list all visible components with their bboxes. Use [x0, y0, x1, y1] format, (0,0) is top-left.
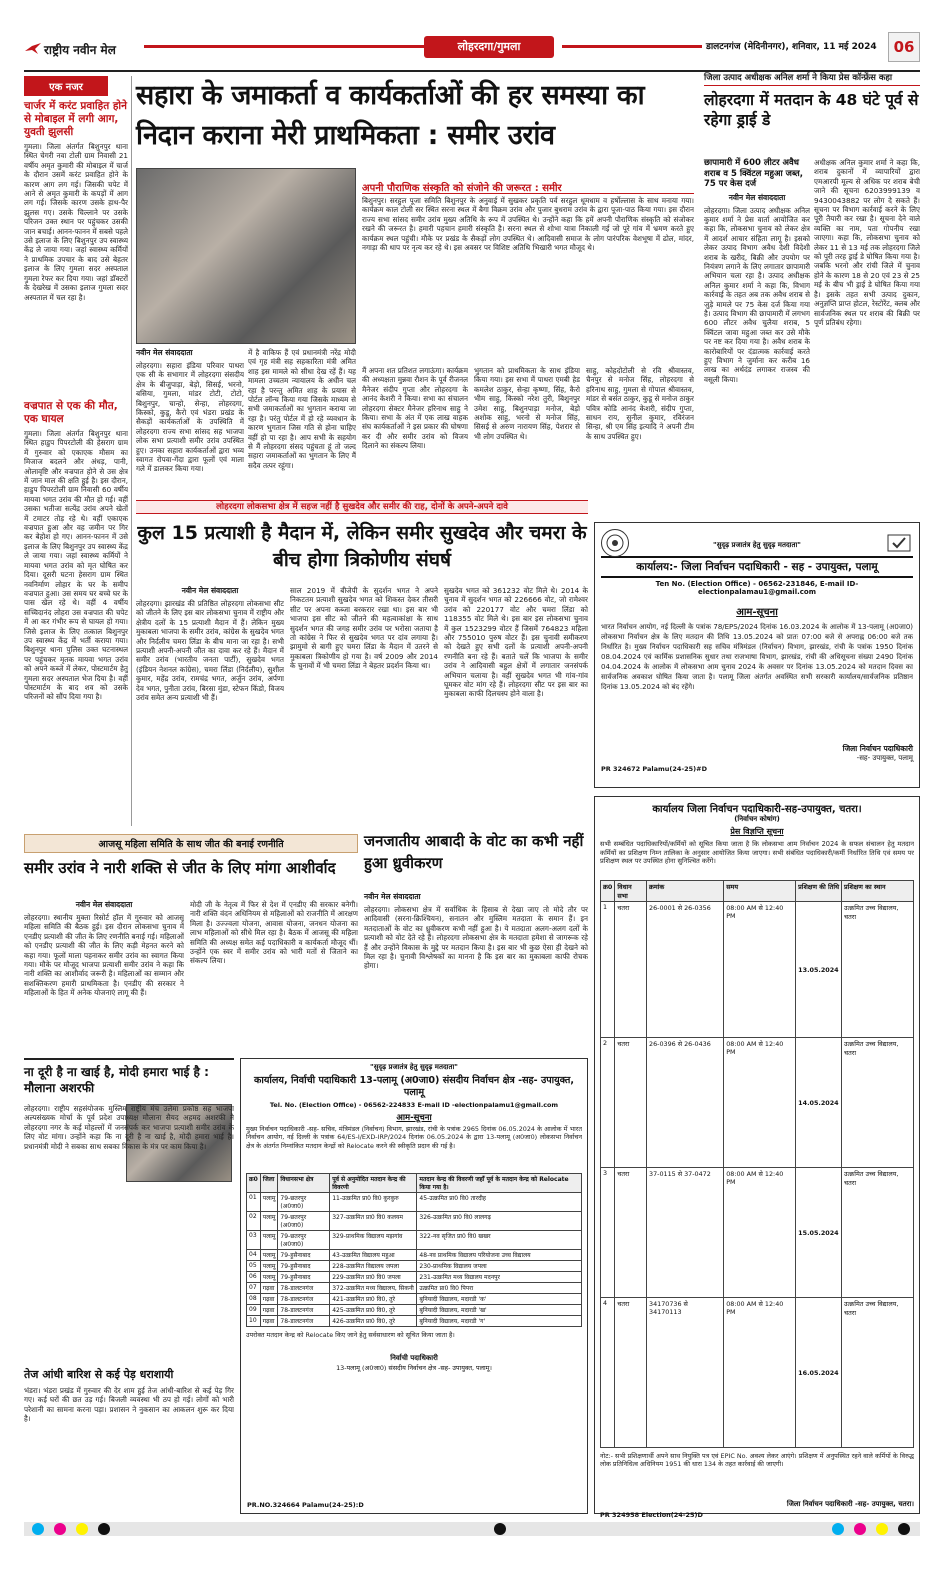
section-label: लोहरदगा/गुमला [424, 36, 554, 58]
notice2-title: प्रेस विज्ञप्ति सूचना [730, 827, 784, 836]
maulana-headline: ना दूरी है ना खाई है, मोदी हमारा भाई है : मौलाना अशरफी [24, 1065, 209, 1095]
table-cell: 2 [601, 1038, 615, 1168]
table-cell: पलामू [260, 1250, 278, 1261]
notice1-sign-title: जिला निर्वाचन पदाधिकारी [842, 744, 913, 753]
mid-body-3: सुखदेव भगत को 361232 वोट मिले थे। 2014 के चुनाव में सुदर्शन भगत को 226666 वोट, जो रामेश्वर उरांव को 220177 वोट और चमरा लिंडा को 118355 वोट मिले थे। इस बार इस लोकसभा चुनाव में कुल 1523299 वोटर हैं जिसमें 764823 महिला और 755010 पुरुष वोटर हैं। इस चुनावी समीकरण को देखते हुए सभी दलों के प्रत्याशी अपनी-अपनी रणनीति बना रहे हैं। बताते चलें कि भाजपा के समीर उरांव ने आदिवासी बहुल क्षेत्रों में लगातार जनसंपर्क अभियान चलाया है। वहीं सुखदेव भगत भी गांव-गांव घूमकर वोट मांग रहे हैं। लोहरदगा सीट पर इस बार का मुकाबला काफी दिलचस्प होने वाला है। [444, 586, 588, 699]
table-cell: 326-उत्क्रमित प्रा0 वि0 लालगढ़ [417, 1212, 582, 1231]
table-cell: उत्क्रमित उच्च विद्यालय, चतरा [842, 1298, 914, 1448]
table-cell: 34170736 से 34170113 [647, 1298, 724, 1448]
drydays-sub: छापामारी में 600 लीटर अवैध शराब व 5 क्विंटल महुआ जब्त, 75 पर केस दर्ज [704, 158, 803, 189]
drydays-byline: नवीन मेल संवाददाता [728, 192, 786, 202]
table-cell: 329-प्राथमिक विद्यालय मझगांव [330, 1231, 417, 1250]
mid-byline: नवीन मेल संवाददाता [181, 586, 239, 595]
table-cell: 01 [247, 1193, 261, 1212]
notice2-office: कार्यालय जिला निर्वाचन पदाधिकारी-सह-उपायुक्त, चतरा। [652, 804, 862, 815]
notice3-table [246, 1173, 582, 1327]
table-cell: 78-डालटनगंज [278, 1305, 330, 1316]
table-cell: 43-उत्क्रमित विद्यालय महुआ [330, 1250, 417, 1261]
notice2-sign: जिला निर्वाचन पदाधिकारी -सह- उपायुक्त, चतरा। [786, 1500, 914, 1508]
table-cell: 08:00 AM से 12:40 PM [724, 902, 796, 1038]
aajsu-body-1: लोहरदगा। स्थानीय मुक्ता रिसोर्ट हॉल में गुरुवार को आजसू महिला समिति की बैठक हुई। इस दौरान लोकसभा चुनाव में एनडीए प्रत्याशी की जीत के लिए रणनीति बनाई गई। महिलाओं को एनडीए प्रत्याशी की जीत के लिए कड़ी मेहनत करने को कहा गया। फूलों माला पहनाकर समीर उरांव का स्वागत किया गया। मौके पर मौजूद भाजपा प्रत्याशी समीर उरांव ने कहा कि नारी शक्ति का आशीर्वाद जरूरी है। महिलाओं का सम्मान और सशक्तिकरण हमारी प्राथमिकता है। एनडीए की सरकार ने महिलाओं के हित में अनेक योजनाएं लागू की हैं। [24, 913, 184, 998]
mid-body-1: लोहरदगा। झारखंड की प्रतिष्ठित लोहरदगा लोकसभा सीट को जीतने के लिए इस बार लोकसभा चुनाव में राष्ट्रीय और क्षेत्रीय दलों के 15 प्रत्याशी मैदान में हैं। लेकिन मुख्य मुकाबला भाजपा के समीर उरांव, कांग्रेस के सुखदेव भगत और निर्दलीय चमरा लिंडा के बीच माना जा रहा है। सभी प्रत्याशी अपनी-अपनी जीत का दावा कर रहे हैं। मैदान में समीर उरांव (भारतीय जनता पार्टी), सुखदेव भगत (इंडियन नेशनल कांग्रेस), चमरा लिंडा (निर्दलीय), सुशील कुमार, महेंद्र उरांव, रामचंद्र भगत, अर्जुन उरांव, अर्पणा देव भगत, पुनीता उरांव, बिरसा मुंडा, स्टेफन किंडो, विजय उरांव समेत अन्य प्रत्याशी भी हैं। [136, 599, 284, 703]
headline-lightning: वज्रपात से एक की मौत, एक घायल [24, 400, 118, 425]
lead-body-3: मैं अपना शत प्रतिशत लगाऊंगा। कार्यक्रम की अध्यक्षता मुन्नवा रौशन के पूर्व रीजनल मैनेजर संदीप गुप्ता और लोहरदगा के आनंद केशरी ने किया। सभा का संचालन लोहरदगा सेक्टर मैनेजर हरिनाथ साहु ने किया। सभा के अंत में एक लाख वाहक संघ कार्यकर्ताओं ने इस प्रकार की घोषणा कर दी और समीर उरांव को विजय दिलाने का संकल्प लिया। [362, 366, 468, 451]
notice1-slogan: "सुदृढ़ प्रजातंत्र हेतु सुदृढ़ मतदाता" [713, 541, 801, 549]
notice-palamu-relocation [240, 1058, 588, 1514]
maulana-body: लोहरदगा। राष्ट्रीय सहसंयोजक मुस्लिम राष्ट्रीय मंच उलेमा प्रकोष्ठ सह भाजपा अल्पसंख्यक मोर्चा के पूर्व प्रदेश उपाध्यक्ष मौलाना सैयद अहमद अशरफी ने लोहरदगा नगर के कई मोहल्लों में जनसंपर्क कर भाजपा प्रत्याशी समीर उरांव के लिए वोट मांगा। उन्होंने कहा कि ना दूरी है ना खाई है, मोदी हमारा भाई है। प्रधानमंत्री मोदी ने सबका साथ सबका विकास के मंत्र पर काम किया है। [24, 1104, 234, 1151]
table-cell: चतरा [615, 1168, 647, 1298]
tribal-body: लोहरदगा। लोकसभा क्षेत्र में सर्वाधिक के हिसाब से देखा जाए तो मोदे तौर पर आदिवासी (सरना-क्रिश्चियन), सनातन और मुस्लिम मतदाता के समान हैं। इन मतदाताओं के वोट का ध्रुवीकरण कभी नहीं हुआ है। ये मतदाता अलग-अलग दलों के प्रत्याशी को वोट देते रहे हैं। लोहरदगा लोकसभा क्षेत्र के मतदाता हमेशा से जागरूक रहे हैं और उन्होंने विकास के मुद्दे पर मतदान किया है। इस बार भी कुछ ऐसा ही देखने को मिल रहा है। चुनावी विश्लेषकों का मानना है कि इस बार का मुकाबला काफी रोचक होगा। [364, 905, 588, 971]
table-cell: 231-उत्क्रमित मध्य विद्यालय मदनपुर [417, 1272, 582, 1283]
table-cell: 06 [247, 1272, 261, 1283]
table-cell: 14.05.2024 [796, 1038, 842, 1168]
table-cell: पलामू [260, 1261, 278, 1272]
table-cell: 79-छतरपुर (अ0जा0) [278, 1193, 330, 1212]
mid-redline-text: लोहरदगा लोकसभा क्षेत्र में सहज नहीं है सुखदेव और समीर की राह, दोनों के अपने-अपने दावे [216, 502, 508, 512]
table-row [601, 1038, 914, 1168]
drydays-headline: लोहरदगा में मतदान के 48 घंटे पूर्व से रहेगा ड्राई डे [704, 91, 919, 129]
table-cell: 79-हुसैनाबाद [278, 1272, 330, 1283]
notice2-sub: (निर्वाचन कोषांग) [734, 815, 780, 823]
notice3-intro: मुख्य निर्वाचन पदाधिकारी -सह- सचिव, मंत्रिमंडल (निर्वाचन) विभाग, झारखंड, रांची के पत्रांक 2965 दिनांक 06.05.2024 के आलोक में भारत निर्वाचन आयोग, नई दिल्ली के पत्रांक 64/ES-I/EXD-IRP/2024 दिनांक 06.05.2024 के द्वारा 13-पलामू (अ0जा0) लोकसभा निर्वाचन क्षेत्र के अंतर्गत निम्नांकित मतदान केन्द्रों को Relocate करने की स्वीकृति प्रदान की गई है। [246, 1125, 582, 1150]
notice3-slogan: "सुदृढ़ प्रजातंत्र हेतु सुदृढ़ मतदाता" [370, 1063, 458, 1071]
notice3-col-0: क्र0 [247, 1174, 261, 1193]
lead-headline-wrap [136, 76, 696, 168]
table-cell: उत्क्रमित उच्च विद्यालय, चतरा [842, 902, 914, 1038]
mid-redline-bar [136, 500, 588, 514]
table-cell: पलामू [260, 1272, 278, 1283]
table-cell: 78-डालटनगंज [278, 1283, 330, 1294]
masthead-rule-left [144, 45, 444, 48]
notice3-sign-title: निर्वाची पदाधिकारी [390, 1354, 438, 1362]
table-cell: 78-डालटनगंज [278, 1316, 330, 1327]
table-row [247, 1261, 582, 1272]
magenta-dot-right [854, 1523, 866, 1535]
table-cell: 79-हुसैनाबाद [278, 1261, 330, 1272]
mid-headline: कुल 15 प्रत्याशी है मैदान में, लेकिन समीर सुखदेव और चमरा के बीच होगा त्रिकोणीय संघर्ष [137, 522, 587, 571]
lead-body-2: में है वाकिफ हैं एवं प्रधानमंत्री नरेंद्र मोदी एवं गृह मंत्री सह सहकारिता मंत्री अमित शाह इस मामले को सीधा देख रहें हैं। यह मामला उच्चतम न्यायालय के अधीन चल रहा है परन्तु अमित शाह के प्रयास से पोर्टल लॉन्च किया गया जिसके माध्यम से सभी जमाकर्ताओं का भुगतान कराया जा रहा है। परंतु पोर्टल में हो रहे व्यवधान के कारण भुगतान जिस गति से होना चाहिए वहीं हो पा रहा है। आप सभी के सहयोग से मैं लोहरदगा संसद पहुंचता हूं तो जल्द सहारा जमाकर्ताओं का भुगतान के लिए मैं सदैव तत्पर रहूंगा। [248, 348, 356, 470]
aajsu-byline: नवीन मेल संवाददाता [75, 900, 133, 909]
table-cell: पलामू [260, 1231, 278, 1250]
paper-name: राष्ट्रीय नवीन मेल [44, 43, 116, 57]
lead-body-5: साहु, कोहदोटोली से रवि श्रीवास्तव, चैनपुर से मनोज सिंह, लोहरदगा से हरिनाथ साहु, गुमला से गोपाल श्रीवास्तव, मांडर से बसंत ठाकुर, कुडू से मनोज ठाकुर पवित्र कोडि आनंद केशरी, संदीप गुप्ता, साधन राय, सुनील कुमार, रविरंजन सिन्हा, श्री एम सिंह इत्यादि ने अपनी टीम के साथ उपस्थित हुए। [586, 366, 694, 441]
table-cell: 10 [247, 1316, 261, 1327]
cyan-dot-right [832, 1523, 844, 1535]
table-cell: 16.05.2024 [796, 1298, 842, 1448]
table-cell: 26-0396 से 26-0436 [647, 1038, 724, 1168]
table-cell: 229-उत्क्रमित प्रा0 वि0 जपला [330, 1272, 417, 1283]
table-cell: उत्क्रमित उच्च विद्यालय, चतरा [842, 1038, 914, 1168]
drydays-kicker: जिला उत्पाद अधीक्षक अनिल शर्मा ने किया प्रेस कॉन्फ्रेंस कहा [704, 72, 920, 86]
table-cell: गढ़वा [260, 1305, 278, 1316]
table-cell: 4 [601, 1298, 615, 1448]
table-cell: 45-उत्क्रमित प्रा0 वि0 तारदीह [417, 1193, 582, 1212]
table-cell: 03 [247, 1231, 261, 1250]
table-cell: गढ़वा [260, 1316, 278, 1327]
cyan-dot [32, 1523, 44, 1535]
yellow-dot [76, 1523, 88, 1535]
lead-sub-head-wrap [362, 180, 694, 194]
notice3-footer: उपरोक्त मतदान केन्द्र को Relocate किए जाने हेतु सर्वसाधारण को सूचित किया जाता है। [246, 1331, 455, 1339]
table-cell: 426-उत्क्रमित प्रा0 वि0, तुरे [330, 1316, 417, 1327]
lead-sub-body: बिशुनपुर। सरहुल पूजा समिति बिशुनपुर के अनुवाई में सुखकर प्रकृति पर्व सरहुल धूमधाम व हर्षोल्लास के साथ मनाया गया। कार्यक्रम काल टोली सर स्थित सरना स्थल में बैगा विक्रम उरांव और पुजार बुधराम उरांव के द्वारा पूजा-पाठ किया गया। इस दौरान राज्य सभा सांसद समीर उरांव मुख्य अतिथि के रूप में उपस्थित थे। उन्होंने कहा कि हमें अपनी पौराणिक संस्कृति को संजोकर रखने की जरूरत है। हमारी पहचान हमारी संस्कृति है। सरना स्थल से शोभा यात्रा निकाली गई जो पूरे गांव में भ्रमण करते हुए कार्यक्रम स्थल पहुंची। मौके पर प्रखंड के सैकड़ों लोग उपस्थित थे। आदिवासी समाज के लोग पारंपरिक वेशभूषा में ढोल, मांदर, नगाड़ा की थाप पर नृत्य कर रहे थे। इस अवसर पर विशिष्ट अतिथि भिखारी भगत मौजूद थे। [362, 196, 694, 253]
notice3-title: आम-सूचना [396, 1113, 432, 1123]
drydays-col1 [704, 158, 810, 478]
notice2-col-3: समय [724, 881, 796, 902]
table-cell: उत्क्रमित उच्च विद्यालय, चतरा [842, 1168, 914, 1298]
table-cell: गढ़वा [260, 1294, 278, 1305]
table-cell: 02 [247, 1212, 261, 1231]
table-row [247, 1316, 582, 1327]
table-cell: 228-उत्क्रमित विद्यालय जपला [330, 1261, 417, 1272]
body-lightning: गुमला। जिला अंतर्गत बिशुनपुर थाना स्थित हाडुप पिपरटोली की हेसराग ग्राम में गुरुवार को एकाएक मौसम का मिजाज बदलने और अंधड़, पानी, ओलावृष्टि और वज्रपात होने से उस क्षेत्र में जान माल की क्षति हुई है। इस दौरान, हाडुप पिपरटोली ग्राम निवासी 60 वर्षीय मायवा भगत उरांव की मौत हो गई। वहीं उसका भतीजा सत्येंद्र उरांव अपने खेतों में टमाटर तोड़ रहे थे। वहीं एकाएक वज्रपात हुआ और वह जमीन पर गिर कर बेहोश हो गए। आनन-फानन में उसे इलाज के लिए बिशुनपुर उप स्वास्थ्य केंद्र ले जाया गया। जहां स्वास्थ्य कर्मियों ने मायवा भगत उरांव को मृत घोषित कर दिया। दूसरी घटना हेसराग ग्राम स्थित नवनिर्माण लोहार के घर के समीप वज्रपात हुआ। उस समय घर बच्चे घर के पास खेल रहे थे। वहीं 4 वर्षीय सच्चिदानंद लोहरा उस वज्रपात की चपेट में आ कर गंभीर रूप से घायल हो गया। जिसे इलाज के लिए तत्काल बिशुनपुर उप स्वास्थ्य केंद्र में भर्ती कराया गया। बिशुनपुर थाना पुलिस उक्त घटनास्थल पर पहुंचकर मृतक मायवा भगत उरांव को अपने कब्जे में लेकर, पोस्टमार्टम हेतु गुमला सदर अस्पताल भेज दिया है। वहीं पोस्टमार्टम के बाद शव को उसके परिजनों को सौंप दिया गया है। [24, 429, 128, 702]
magenta-dot [54, 1523, 66, 1535]
table-cell: 48-नव प्राथमिक विद्यालय परियोजना उच्च विद्यालय [417, 1250, 582, 1261]
notice1-pr: PR 324672 Palamu(24-25)#D [601, 765, 707, 773]
table-cell: 26-0001 से 26-0356 [647, 902, 724, 1038]
notice2-col-0: क्र0 [601, 881, 615, 902]
table-cell: चतरा [615, 902, 647, 1038]
mid-body-2: साल 2019 में बीजेपी के सुदर्शन भगत ने अपने निकटतम प्रत्याशी सुखदेव भगत को शिकस्त देकर तीसरी सीट पर अपना कब्जा बरकरार रखा था। इस बार भी भाजपा इस सीट को जीतने की महत्वाकांक्षा के साथ सुदर्शन भगत की जगह समीर उरांव पर भरोसा जताया है तो कांग्रेस ने फिर से सुखदेव भगत पर दांव लगाया है। झामुमो से बागी हुए चमरा लिंडा के मैदान में उतरने से मुकाबला त्रिकोणीय हो गया है। वर्ष 2009 और 2014 के चुनावों में भी चमरा लिंडा ने बेहतर प्रदर्शन किया था। [290, 586, 438, 671]
table-cell: 79-छतरपुर (अ0जा0) [278, 1212, 330, 1231]
notice3-col-1: जिला [260, 1174, 278, 1193]
page-number: 06 [888, 32, 920, 62]
table-cell: 3 [601, 1168, 615, 1298]
aajsu-kicker: आजसू महिला समिति के साथ जीत की बनाई रणनीति [24, 834, 358, 853]
body-charger: गुमला। जिला अंतर्गत बिशुनपुर थाना स्थित चेगरी नवा टोली ग्राम निवासी 21 वर्षीय अमृत कुमारी की मोबाइल में चार्ज के दौरान उसमें करंट प्रवाहित होने के कारण आग लग गई। जिसकी चपेट में आने से अमृत कुमारी के कपड़ों में आग लग गई। जिसके कारण उसके हाथ-पैर झुलस गए। उसके चिल्लाने पर उसके परिजन उक्त स्थान पर पहुंचकर उसकी जान बचाई। आनन-फानन में सबसे पहले उसे इलाज के लिए बिशुनपुर उप स्वास्थ्य केंद्र ले जाया गया। जहां स्वास्थ्य कर्मियों ने प्राथमिक उपचार के बाद उसे बेहतर इलाज के लिए गुमला सदर अस्पताल गुमला रेफर कर दिया गया। जहां डॉक्टरों के देखरेख में उसका इलाज गुमला सदर अस्पताल में चल रहा है। [24, 142, 128, 302]
headline-charger: चार्जर में करंट प्रवाहित होने से मोबाइल में लगी आग, युवती झुलसी [24, 100, 127, 138]
table-cell: 37-0115 से 37-0472 [647, 1168, 724, 1298]
table-cell: 79-छतरपुर (अ0जा0) [278, 1231, 330, 1250]
table-cell: 04 [247, 1250, 261, 1261]
notice2-table [600, 880, 914, 1448]
tribal-headline: जनजातीय आबादी के वोट का कभी नहीं हुआ ध्रुवीकरण [364, 832, 584, 872]
notice2-col-1: विधान सभा [615, 881, 647, 902]
mid-col1 [136, 586, 284, 796]
lead-byline: नवीन मेल संवाददाता [136, 348, 193, 357]
voter-badge-icon [885, 529, 913, 557]
table-cell: 09 [247, 1305, 261, 1316]
table-cell: बुनियादी विद्यालय, मदारडी 'ख' [417, 1305, 582, 1316]
col-divider [131, 76, 132, 826]
notice2-pr: PR 324958 Election(24-25)D [600, 1511, 703, 1519]
table-cell: 425-उत्क्रमित प्रा0 वि0, तुरे [330, 1305, 417, 1316]
registration-bar [24, 1522, 920, 1536]
table-row [247, 1305, 582, 1316]
tribal-story [364, 830, 588, 1052]
table-row [247, 1231, 582, 1250]
table-cell: गढ़वा [260, 1283, 278, 1294]
ek-nazar-column [24, 76, 128, 834]
notice3-office: कार्यालय, निर्वाची पदाधिकारी 13-पलामू (अ0जा0) संसदीय निर्वाचन क्षेत्र -सह- उपायुक्त, पलामू [253, 1075, 574, 1098]
lead-body-1: लोहरदगा। सहारा इंडिया परिवार पाथरा एक सी के सभागार में लोहरदगा संसदीय क्षेत्र के बीजुपाड़ा, बेड़ो, सिसई, भरनो, बसिया, गुमला, मांडर टोटी, टोटो, बिशुनपुर, चान्हो, सेन्हा, लोहरदगा, किस्को, कुडू, कैरो एवं भंडरा प्रखंड के सैकड़ों कार्यकर्ताओं के उपस्थिति में लोहरदगा राज्य सभा सांसद सह भाजपा लोक सभा प्रत्याशी समीर उरांव उपस्थित हुए। उनका सहारा कार्यकर्ताओं द्वारा भव्य स्वागत रोपवा-गेंदा द्वारा फूलों एवं माला गले में डालकर किया गया। [136, 361, 244, 474]
table-cell: 322-नव सृजित प्रा0 वि0 खखर [417, 1231, 582, 1250]
notice3-col-2: विधानसभा क्षेत्र [278, 1174, 330, 1193]
table-row [601, 902, 914, 1038]
notice2-col-4: प्रशिक्षण की तिथि [796, 881, 842, 902]
notice2-intro: सभी सम्बंधित पदाधिकारियों/कर्मियों को सूचित किया जाता है कि लोकसभा आम निर्वाचन 2024 के सफल संचालन हेतु मतदान कर्मियों का प्रशिक्षण निम्न तालिका के अनुसार आयोजित किया जाएगा। सभी संबंधित पदाधिकारी/कर्मी निर्धारित तिथि एवं समय पर प्रशिक्षण स्थल पर उपस्थित होना सुनिश्चित करेंगे। [600, 840, 914, 866]
dateline: डालटनगंज (मेदिनीनगर), शनिवार, 11 मई 2024 [706, 42, 877, 52]
notice3-sign-sub: 13-पलामू (अ0जा0) संसदीय निर्वाचन क्षेत्र -सह- उपायुक्त, पलामू। [336, 1364, 492, 1372]
seal-icon [601, 529, 629, 557]
notice1-body: भारत निर्वाचन आयोग, नई दिल्ली के पत्रांक 78/EPS/2024 दिनांक 16.03.2024 के आलोक में 13-पलामू (अ0जा0) लोकसभा निर्वाचन क्षेत्र के लिए मतदान की तिथि 13.05.2024 को प्रातः 07:00 बजे से अपराह्न 06:00 बजे तक निर्धारित है। मुख्य निर्वाचन पदाधिकारी सह सचिव मंत्रिमंडल (निर्वाचन) विभाग, झारखंड, रांची के पत्रांक 1950 दिनांक 08.04.2024 एवं कार्मिक प्रशासनिक सुधार तथा राजभाषा विभाग, झारखंड, रांची की अधिसूचना संख्या 2490 दिनांक 04.04.2024 के आलोक में लोकसभा आम चुनाव 2024 के अवसर पर दिनांक 13.05.2024 को मतदान दिवस का सार्वजनिक अवकाश घोषित किया जाता है। पलामू जिला अंतर्गत अवस्थित सभी सरकारी कार्यालय/सार्वजनिक प्रतिष्ठान दिनांक 13.05.2024 को बंद रहेंगे। [601, 623, 913, 691]
aajsu-body-2: मोदी जी के नेतृत्व में फिर से देश में एनडीए की सरकार बनेगी। नारी शक्ति वंदन अधिनियम से महिलाओं को राजनीति में आरक्षण मिला है। उज्ज्वला योजना, आवास योजना, जनधन योजना का लाभ महिलाओं को सीधे मिल रहा है। बैठक में आजसू की महिला समिति की अध्यक्ष समेत कई पदाधिकारी व कार्यकर्ता मौजूद थीं। उन्होंने एक स्वर में समीर उरांव को भारी मतों से जिताने का संकल्प लिया। [190, 900, 358, 966]
storm-headline: तेज आंधी बारिश से कई पेड़ धराशायी [24, 1368, 174, 1381]
table-cell: चतरा [615, 1298, 647, 1448]
notice3-col-3: पूर्व से अनुमोदित मतदान केन्द्र की विवरणी [330, 1174, 417, 1193]
aajsu-headline: समीर उरांव ने नारी शक्ति से जीत के लिए मांगा आशीर्वाद [24, 859, 336, 877]
lead-headline: सहारा के जमाकर्ता व कार्यकर्ताओं की हर समस्या का निदान कराना मेरी प्राथमिकता : समीर उरांव [136, 80, 645, 151]
masthead [24, 32, 920, 70]
notice2-footer: नोट:- सभी प्रशिक्षणार्थी अपने साथ नियुक्ति पत्र एवं EPIC No. अवश्य लेकर आएंगे। प्रशिक्षण में अनुपस्थित रहने वाले कर्मियों के विरुद्ध लोक प्रतिनिधित्व अधिनियम 1951 की धारा 134 के तहत कार्रवाई की जाएगी। [600, 1452, 914, 1469]
tribal-byline: नवीन मेल संवाददाता [364, 892, 421, 901]
notice1-title: आम-सूचना [736, 607, 778, 618]
lead-sub-head: अपनी पौराणिक संस्कृति को संजोने की जरूरत : समीर [362, 183, 562, 194]
table-cell: 1 [601, 902, 615, 1038]
table-row [247, 1250, 582, 1261]
notice1-sign-sub: -सह- उपायुक्त, पलामू [856, 754, 913, 762]
table-cell: पलामू [260, 1193, 278, 1212]
table-row [601, 1298, 914, 1448]
maulana-story [24, 1058, 234, 1514]
table-cell: चतरा [615, 1038, 647, 1168]
table-row [247, 1283, 582, 1294]
drydays-body-2: अधीक्षक अनिल कुमार शर्मा ने कहा कि, शराब दुकानों में व्यापारियों द्वारा एमआरपी मूल्य से अधिक पर शराब बेची जाने की सूचना 6203999139 व 9430043882 पर लोग दे सकते हैं। सूचना पर विभाग कार्रवाई करने के लिए पूरी तैयारी कर रखा है। सूचना देने वाले व्यक्ति का नाम, पता गोपनीय रखा जाएगा। कहा कि, लोकसभा चुनाव को लेकर 11 से 13 मई तक लोहरदगा जिले को पूरी तरह ड्राई डे घोषित किया गया है। जबकि भरनो और रांची जिले में चुनाव होने के कारण 18 से 20 एवं 23 से 25 मई के बीच भी ड्राई डे घोषित किया गया है। इसके तहत सभी उत्पाद दुकान, अनुज्ञप्ति प्राप्त होटल, रेस्टोरेंट, क्लब और सार्वजनिक स्थल पर शराब की बिक्री पर पूर्ण प्रतिबंध रहेगा। [814, 158, 920, 327]
yellow-dot-right [876, 1523, 888, 1535]
lead-col1 [136, 348, 244, 498]
black-dot [98, 1523, 110, 1535]
notice2-col-5: प्रशिक्षण का स्थान [842, 881, 914, 902]
drydays-story [704, 72, 920, 500]
table-cell: बुनियादी विद्यालय, मदारडी 'ग' [417, 1316, 582, 1327]
lead-photo [136, 168, 356, 344]
table-cell: 11-उत्क्रमित प्रा0 वि0 कुरकुरु [330, 1193, 417, 1212]
table-cell: 327-उत्क्रमित प्रा0 वि0 कलयम [330, 1212, 417, 1231]
table-row [247, 1212, 582, 1231]
black-dot-right [898, 1523, 910, 1535]
notice2-col-2: क्रमांक [647, 881, 724, 902]
table-cell: 07 [247, 1283, 261, 1294]
notice1-office: कार्यालय:- जिला निर्वाचन पदाधिकारी - सह - उपायुक्त, पलामू [601, 556, 913, 578]
notice3-pr: PR.NO.324664 Palamu(24-25):D [247, 1501, 364, 1509]
table-cell: 08 [247, 1294, 261, 1305]
aajsu-col1 [24, 900, 184, 1050]
table-cell: 08:00 AM से 12:40 PM [724, 1168, 796, 1298]
notice-chatra-training [594, 796, 920, 1519]
table-cell: 421-उत्क्रमित प्रा0 वि0, तुरे [330, 1294, 417, 1305]
notice3-contact: Tel. No. (Election Office) - 06562-224833 E-mail ID -electionpalamu1@gmail.com [269, 1101, 559, 1109]
table-cell: 08:00 AM से 12:40 PM [724, 1038, 796, 1168]
paper-logo [24, 38, 140, 62]
table-cell: 15.05.2024 [796, 1168, 842, 1298]
table-cell: 13.05.2024 [796, 902, 842, 1038]
ek-nazar-tag: एक नजर [24, 76, 108, 96]
table-cell: 05 [247, 1261, 261, 1272]
notice1-contact: Ten No. (Election Office) - 06562-231846, E-mail ID- electionpalamau1@gmail.com [655, 580, 859, 596]
masthead-rule-right [562, 45, 702, 48]
table-row [247, 1294, 582, 1305]
drydays-body-1: लोहरदगा। जिला उत्पाद अधीक्षक अनिल कुमार शर्मा ने प्रेस वार्ता आयोजित कर कहा कि, लोकसभा चुनाव को लेकर क्षेत्र में आदर्श आचार संहिता लागू है। इसको लेकर उत्पाद विभाग अवैध देशी विदेशी शराब के खरीद, बिक्री और उपयोग पर नियंत्रण लगाने के लिए लगातार छापामारी अभियान चला रहा है। उत्पाद अधीक्षक अनिल कुमार शर्मा ने कहा कि, विभाग कार्रवाई के तहत अब तक अवैध शराब से जुड़े मामले पर 75 केस दर्ज किया गया है। उत्पाद विभाग की छापामारी में लगभग 600 लीटर अवैध चुलैया शराब, 5 क्विंटल जावा महुआ जब्त कर उसे मौके पर नष्ट कर दिया गया है। अवैध शराब के कारोबारियों पर दंडात्मक कार्रवाई करते हुए विभाग ने जुर्माना कर करीब 16 लाख का अर्थदंड लगाकर राजस्व की वसूली किया। [704, 205, 810, 384]
bird-logo [24, 40, 42, 58]
table-row [247, 1193, 582, 1212]
table-cell: उत्क्रमित प्रा0 वि0 पिपरा [417, 1283, 582, 1294]
table-row [247, 1272, 582, 1283]
table-cell: पलामू [260, 1212, 278, 1231]
table-cell: 230-प्राथमिक विद्यालय जपला [417, 1261, 582, 1272]
table-row [601, 1168, 914, 1298]
notice3-col-4: मतदान केन्द्र की विवरणी जहाँ पूर्व के मतदान केन्द्र को Relocate किया गया है। [417, 1174, 582, 1193]
table-cell: बुनियादी विद्यालय, मदारडी 'क' [417, 1294, 582, 1305]
table-cell: 79-हुसैनाबाद [278, 1250, 330, 1261]
notice-palamu-holiday [594, 522, 920, 788]
table-cell: 78-डालटनगंज [278, 1294, 330, 1305]
table-cell: 08:00 AM से 12:40 PM [724, 1298, 796, 1448]
table-cell: 372-उत्क्रमित मध्य विद्यालय, सिकनी [330, 1283, 417, 1294]
center-mark [494, 1523, 506, 1535]
lead-body-4: भुगतान को प्राथमिकता के साथ इंडिया किया गया। इस सभा में पाथरा एमबी हेड कमलेश ठाकुर, सेन्हा कृष्णा, सिंह, कैरो भीम साहु, किस्को नरेश तुरी, बिशुनपुर उमेश साहु, बिशुनपाड़ा मनोज, बेड़ो अशोक साहु, भरनो से मनोज सिंह, सिसई से अरुण नारायण सिंह, पेशरार से भी लोग उपस्थित थे। [474, 366, 580, 441]
storm-body: भंडरा। भंडरा प्रखंड में गुरुवार की देर शाम हुई तेज आंधी-बारिश से कई पेड़ गिर गए। कई घरों की छत उड़ गई। बिजली व्यवस्था भी ठप हो गई। लोगों को भारी परेशानी का सामना करना पड़ा। प्रशासन ने नुकसान का आकलन शुरू कर दिया है। [24, 1386, 234, 1424]
